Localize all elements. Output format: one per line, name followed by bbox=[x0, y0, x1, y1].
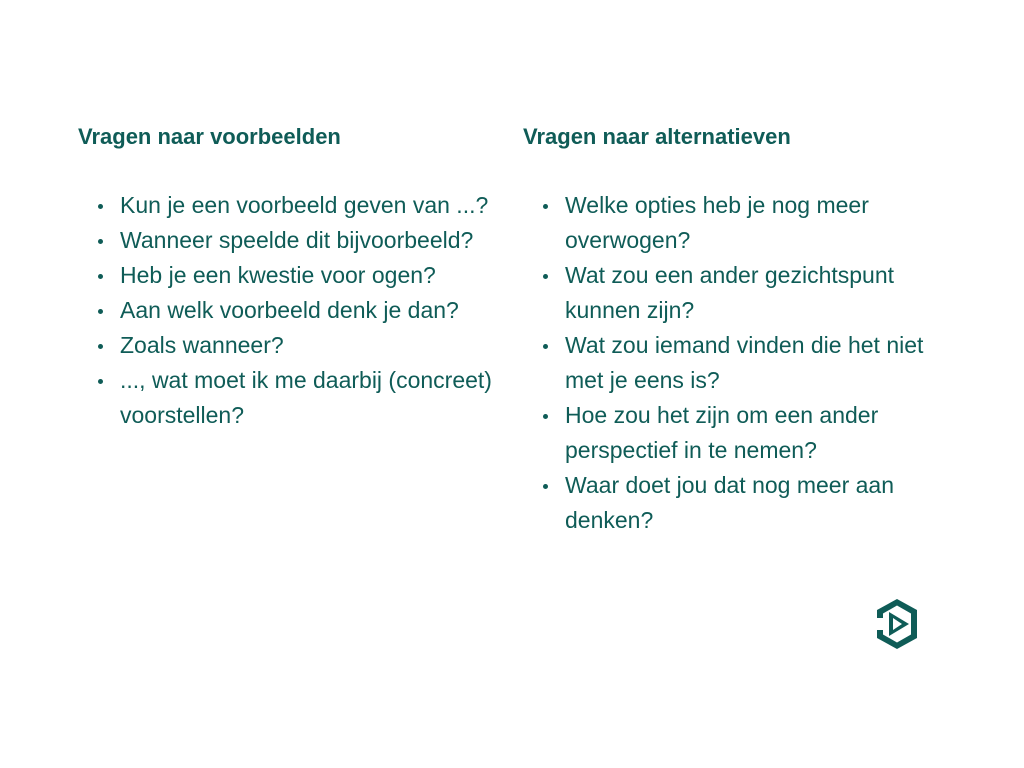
bullet-icon bbox=[98, 239, 103, 244]
bullet-icon bbox=[543, 414, 548, 419]
list-item-text: Zoals wanneer? bbox=[120, 332, 284, 358]
list-item-text: Wanneer speelde dit bijvoorbeeld? bbox=[120, 227, 474, 253]
examples-list bbox=[78, 188, 518, 433]
alternatives-heading: Vragen naar alternatieven bbox=[523, 124, 791, 149]
list-item-text: Wat zou een ander gezichtspunt kunnen zijn? bbox=[565, 262, 895, 323]
bullet-icon bbox=[98, 379, 103, 384]
list-item bbox=[523, 468, 943, 538]
list-item bbox=[523, 188, 943, 258]
bullet-icon bbox=[98, 274, 103, 279]
bullet-icon bbox=[98, 344, 103, 349]
list-item-text: ..., wat moet ik me daarbij (concreet) voorstellen? bbox=[120, 367, 492, 428]
list-item-text: Waar doet jou dat nog meer aan denken? bbox=[565, 472, 895, 533]
list-item bbox=[78, 293, 518, 328]
list-item-text: Aan welk voorbeeld denk je dan? bbox=[120, 297, 459, 323]
list-item bbox=[78, 363, 518, 433]
list-item bbox=[523, 398, 943, 468]
bullet-icon bbox=[543, 204, 548, 209]
list-item bbox=[78, 258, 518, 293]
bullet-icon bbox=[543, 484, 548, 489]
examples-heading: Vragen naar voorbeelden bbox=[78, 124, 341, 149]
hexagon-play-logo-icon bbox=[869, 596, 925, 652]
examples-column bbox=[78, 118, 518, 433]
list-item-text: Kun je een voorbeeld geven van ...? bbox=[120, 192, 489, 218]
list-item-text: Hoe zou het zijn om een ander perspectief in te nemen? bbox=[565, 402, 879, 463]
bullet-icon bbox=[543, 344, 548, 349]
list-item bbox=[78, 328, 518, 363]
alternatives-list bbox=[523, 188, 943, 538]
list-item-text: Wat zou iemand vinden die het niet met je eens is? bbox=[565, 332, 924, 393]
list-item bbox=[523, 328, 943, 398]
list-item bbox=[78, 188, 518, 223]
list-item-text: Welke opties heb je nog meer overwogen? bbox=[565, 192, 869, 253]
bullet-icon bbox=[543, 274, 548, 279]
list-item-text: Heb je een kwestie voor ogen? bbox=[120, 262, 436, 288]
list-item bbox=[523, 258, 943, 328]
bullet-icon bbox=[98, 204, 103, 209]
list-item bbox=[78, 223, 518, 258]
alternatives-column bbox=[523, 118, 943, 538]
bullet-icon bbox=[98, 309, 103, 314]
